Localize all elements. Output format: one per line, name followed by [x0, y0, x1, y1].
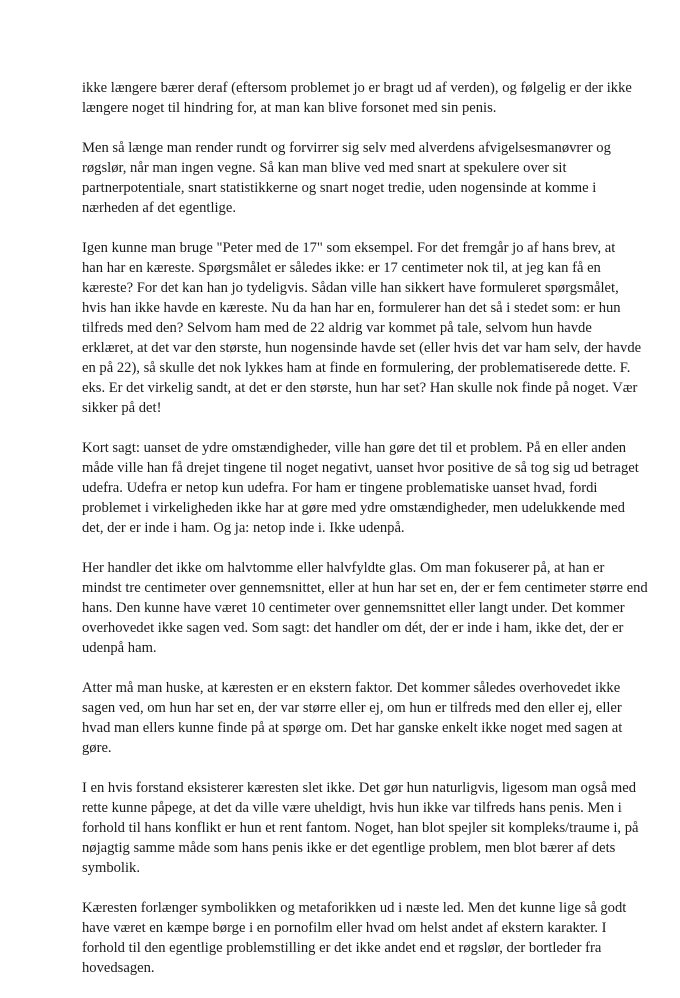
text-line: han har en kæreste. Spørgsmålet er således ikke: er 17 centimeter nok til, at jeg kan få en — [82, 260, 601, 276]
text-line: Igen kunne man bruge "Peter med de 17" som eksempel. For det fremgår jo af hans brev, at — [82, 240, 616, 256]
text-line: tilfreds med den? Selvom ham med de 22 aldrig var kommet på tale, selvom hun havde — [82, 320, 592, 336]
text-line: Men så længe man render rundt og forvirrer sig selv med alverdens afvigelsesmanøvrer og — [82, 140, 611, 156]
paragraph-4 — [82, 438, 639, 538]
text-line: en på 22), så skulle det nok lykkes ham at finde en formulering, der problematiserede dette. F. — [82, 360, 631, 376]
text-line: det, der er inde i ham. Og ja: netop inde i. Ikke udenpå. — [82, 520, 405, 536]
document-page — [82, 78, 648, 998]
text-line: I en hvis forstand eksisterer kæresten slet ikke. Det gør hun naturligvis, ligesom man også med — [82, 780, 637, 796]
text-line: nøjagtig samme måde som hans penis ikke er det egentlige problem, men blot bærer af dets — [82, 840, 616, 856]
text-line: partnerpotentiale, snart statistikkerne og snart noget tredie, uden nogensinde at komme i — [82, 180, 597, 196]
paragraph-2 — [82, 138, 611, 218]
text-line: Her handler det ikke om halvtomme eller halvfyldte glas. Om man fokuserer på, at han er — [82, 560, 605, 576]
text-line: problemet i virkeligheden ikke har at gøre med ydre omstændigheder, men udelukkende med — [82, 500, 625, 516]
text-line: længere noget til hindring for, at man kan blive forsonet med sin penis. — [82, 100, 497, 116]
paragraph-5 — [82, 558, 648, 658]
paragraph-1 — [82, 78, 632, 118]
text-line: forhold til hans konflikt er hun et rent fantom. Noget, han blot spejler sit kompleks/traume i, på — [82, 820, 639, 836]
text-line: udenpå ham. — [82, 640, 157, 656]
paragraph-6 — [82, 678, 623, 758]
paragraph-3 — [82, 238, 642, 418]
text-line: sagen ved, om hun har set en, der var større eller ej, om hun er tilfreds med den eller ej, eller — [82, 700, 622, 716]
text-line: hovedsagen. — [82, 960, 155, 976]
text-line: røgslør, når man ingen vegne. Så kan man blive ved med snart at spekulere over sit — [82, 160, 567, 176]
text-line: Kæresten forlænger symbolikken og metaforikken ud i næste led. Men det kunne lige så godt — [82, 900, 627, 916]
text-line: symbolik. — [82, 860, 140, 876]
text-line: rette kunne påpege, at det da ville være uheldigt, hvis hun ikke var tilfreds hans penis. Men i — [82, 800, 622, 816]
text-line: overhovedet ikke sagen ved. Som sagt: det handler om dét, der er inde i ham, ikke det, der er — [82, 620, 624, 636]
paragraph-8 — [82, 898, 627, 978]
text-line: forhold til den egentlige problemstilling er det ikke andet end et røgslør, der bortleder fra — [82, 940, 602, 956]
text-line: Atter må man huske, at kæresten er en ekstern faktor. Det kommer således overhovedet ikke — [82, 680, 621, 696]
text-line: måde ville han få drejet tingene til noget negativt, uanset hvor positive de så tog sig ud betraget — [82, 460, 639, 476]
text-line: mindst tre centimeter over gennemsnittet, eller at hun har set en, der er fem centimeter større end — [82, 580, 648, 596]
text-line: gøre. — [82, 740, 112, 756]
text-line: kæreste? For det kan han jo tydeligvis. Sådan ville han sikkert have formuleret spørgsmålet, — [82, 280, 619, 296]
paragraph-7 — [82, 778, 639, 878]
text-line: eks. Er det virkelig sandt, at det er den største, hun har set? Han skulle nok finde på noget. Vær — [82, 380, 638, 396]
text-line: nærheden af det egentlige. — [82, 200, 236, 216]
text-line: hvad man ellers kunne finde på at spørge om. Det har ganske enkelt ikke noget med sagen at — [82, 720, 623, 736]
text-line: udefra. Udefra er netop kun udefra. For ham er tingene problematiske uanset hvad, fordi — [82, 480, 598, 496]
text-line: Kort sagt: uanset de ydre omstændigheder, ville han gøre det til et problem. På en eller anden — [82, 440, 627, 456]
text-line: ikke længere bærer deraf (eftersom problemet jo er bragt ud af verden), og følgelig er der ikke — [82, 80, 632, 96]
text-line: sikker på det! — [82, 400, 162, 416]
text-line: hvis han ikke havde en kæreste. Nu da han har en, formulerer han det så i stedet som: er hun — [82, 300, 621, 316]
text-line: have været en kæmpe børge i en pornofilm eller hvad om helst andet af ekstern karakter. I — [82, 920, 607, 936]
text-line: hans. Den kunne have været 10 centimeter over gennemsnittet eller langt under. Det kommer — [82, 600, 625, 616]
text-line: erklæret, at det var den største, hun nogensinde havde set (eller hvis det var ham selv, der havde — [82, 340, 642, 356]
